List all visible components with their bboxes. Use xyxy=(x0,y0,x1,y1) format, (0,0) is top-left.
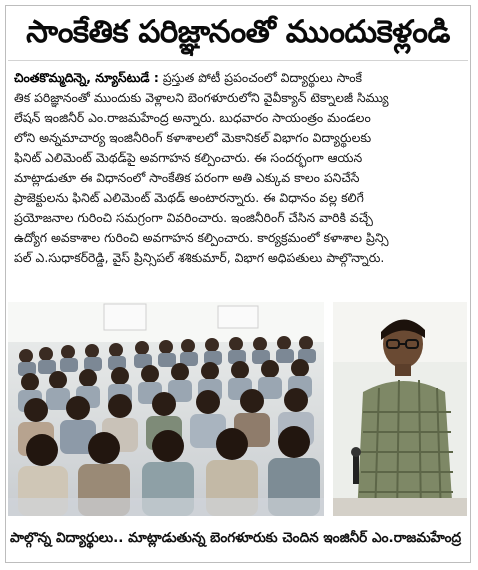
article-line: ప్రయోజనాల గురించి సమగ్రంగా వివరించారు. ఇంజినీరింగ్ చేసిన వారికి వచ్చే xyxy=(14,210,373,225)
photo-caption: పాల్గొన్న విద్యార్థులు.. మాట్లాడుతున్న బెంగళూరుకు చెందిన ఇంజినీర్ ఎం.రాజమహేంద్ర xyxy=(10,530,462,546)
students-audience-illustration xyxy=(8,302,324,516)
article-line-text: ప్రస్తుత పోటీ ప్రపంచంలో విద్యార్థులు సాంకే xyxy=(162,70,362,85)
speaker-photo xyxy=(333,302,467,516)
article-line: ఉద్యోగ అవకాశాల గురించి అవగాహన కల్పించారు. కార్యక్రమంలో కళాశాల ప్రిన్సి xyxy=(14,230,389,245)
newspaper-clipping xyxy=(5,5,471,563)
article-line xyxy=(14,68,464,88)
article-body xyxy=(14,68,464,308)
headline: సాంకేతిక పరిజ్ఞానంతో ముందుకెళ్లండి xyxy=(26,14,450,50)
students-audience-photo xyxy=(8,302,324,516)
article-line: ప్రాజెక్టులను ఫినిట్ ఎలిమెంట్ మెథడ్ అంటారన్నారు. ఈ విధానం వల్ల కలిగే xyxy=(14,190,364,205)
article-line: తిక పరిజ్ఞానంతో ముందుకు వెళ్లాలని బెంగళూరులోని వైవీక్యాన్ టెక్నాలజీ సిమ్యు xyxy=(14,90,389,105)
article-line: లేషన్ ఇంజినీర్ ఎం.రాజమహేంద్ర అన్నారు. బుధవారం సాయంత్రం మండలం xyxy=(14,110,371,125)
article-line: పల్ ఎ.సుధాకర్‌రెడ్డి, వైస్ ప్రిన్సిపల్ శశికుమార్, విభాగ అధిపతులు పాల్గొన్నారు. xyxy=(14,250,385,265)
article-line: మాట్లాడుతూ ఈ విధానంలో సాంకేతిక పరంగా అతి ఎక్కువ కాలం పనిచేసే xyxy=(14,170,360,185)
dateline: చింతకొమ్మదిన్నె, న్యూస్‌టుడే : xyxy=(14,70,159,85)
speaker-illustration xyxy=(333,302,467,516)
article-line: ఫినిట్ ఎలిమెంట్ మెథడ్‌పై అవగాహన కల్పించారు. ఈ సందర్భంగా ఆయన xyxy=(14,150,363,165)
headline-divider xyxy=(8,60,468,61)
article-line: లోని అన్నమాచార్య ఇంజినీరింగ్ కళాశాలలో మెకానికల్ విభాగం విద్యార్థులకు xyxy=(14,130,372,145)
